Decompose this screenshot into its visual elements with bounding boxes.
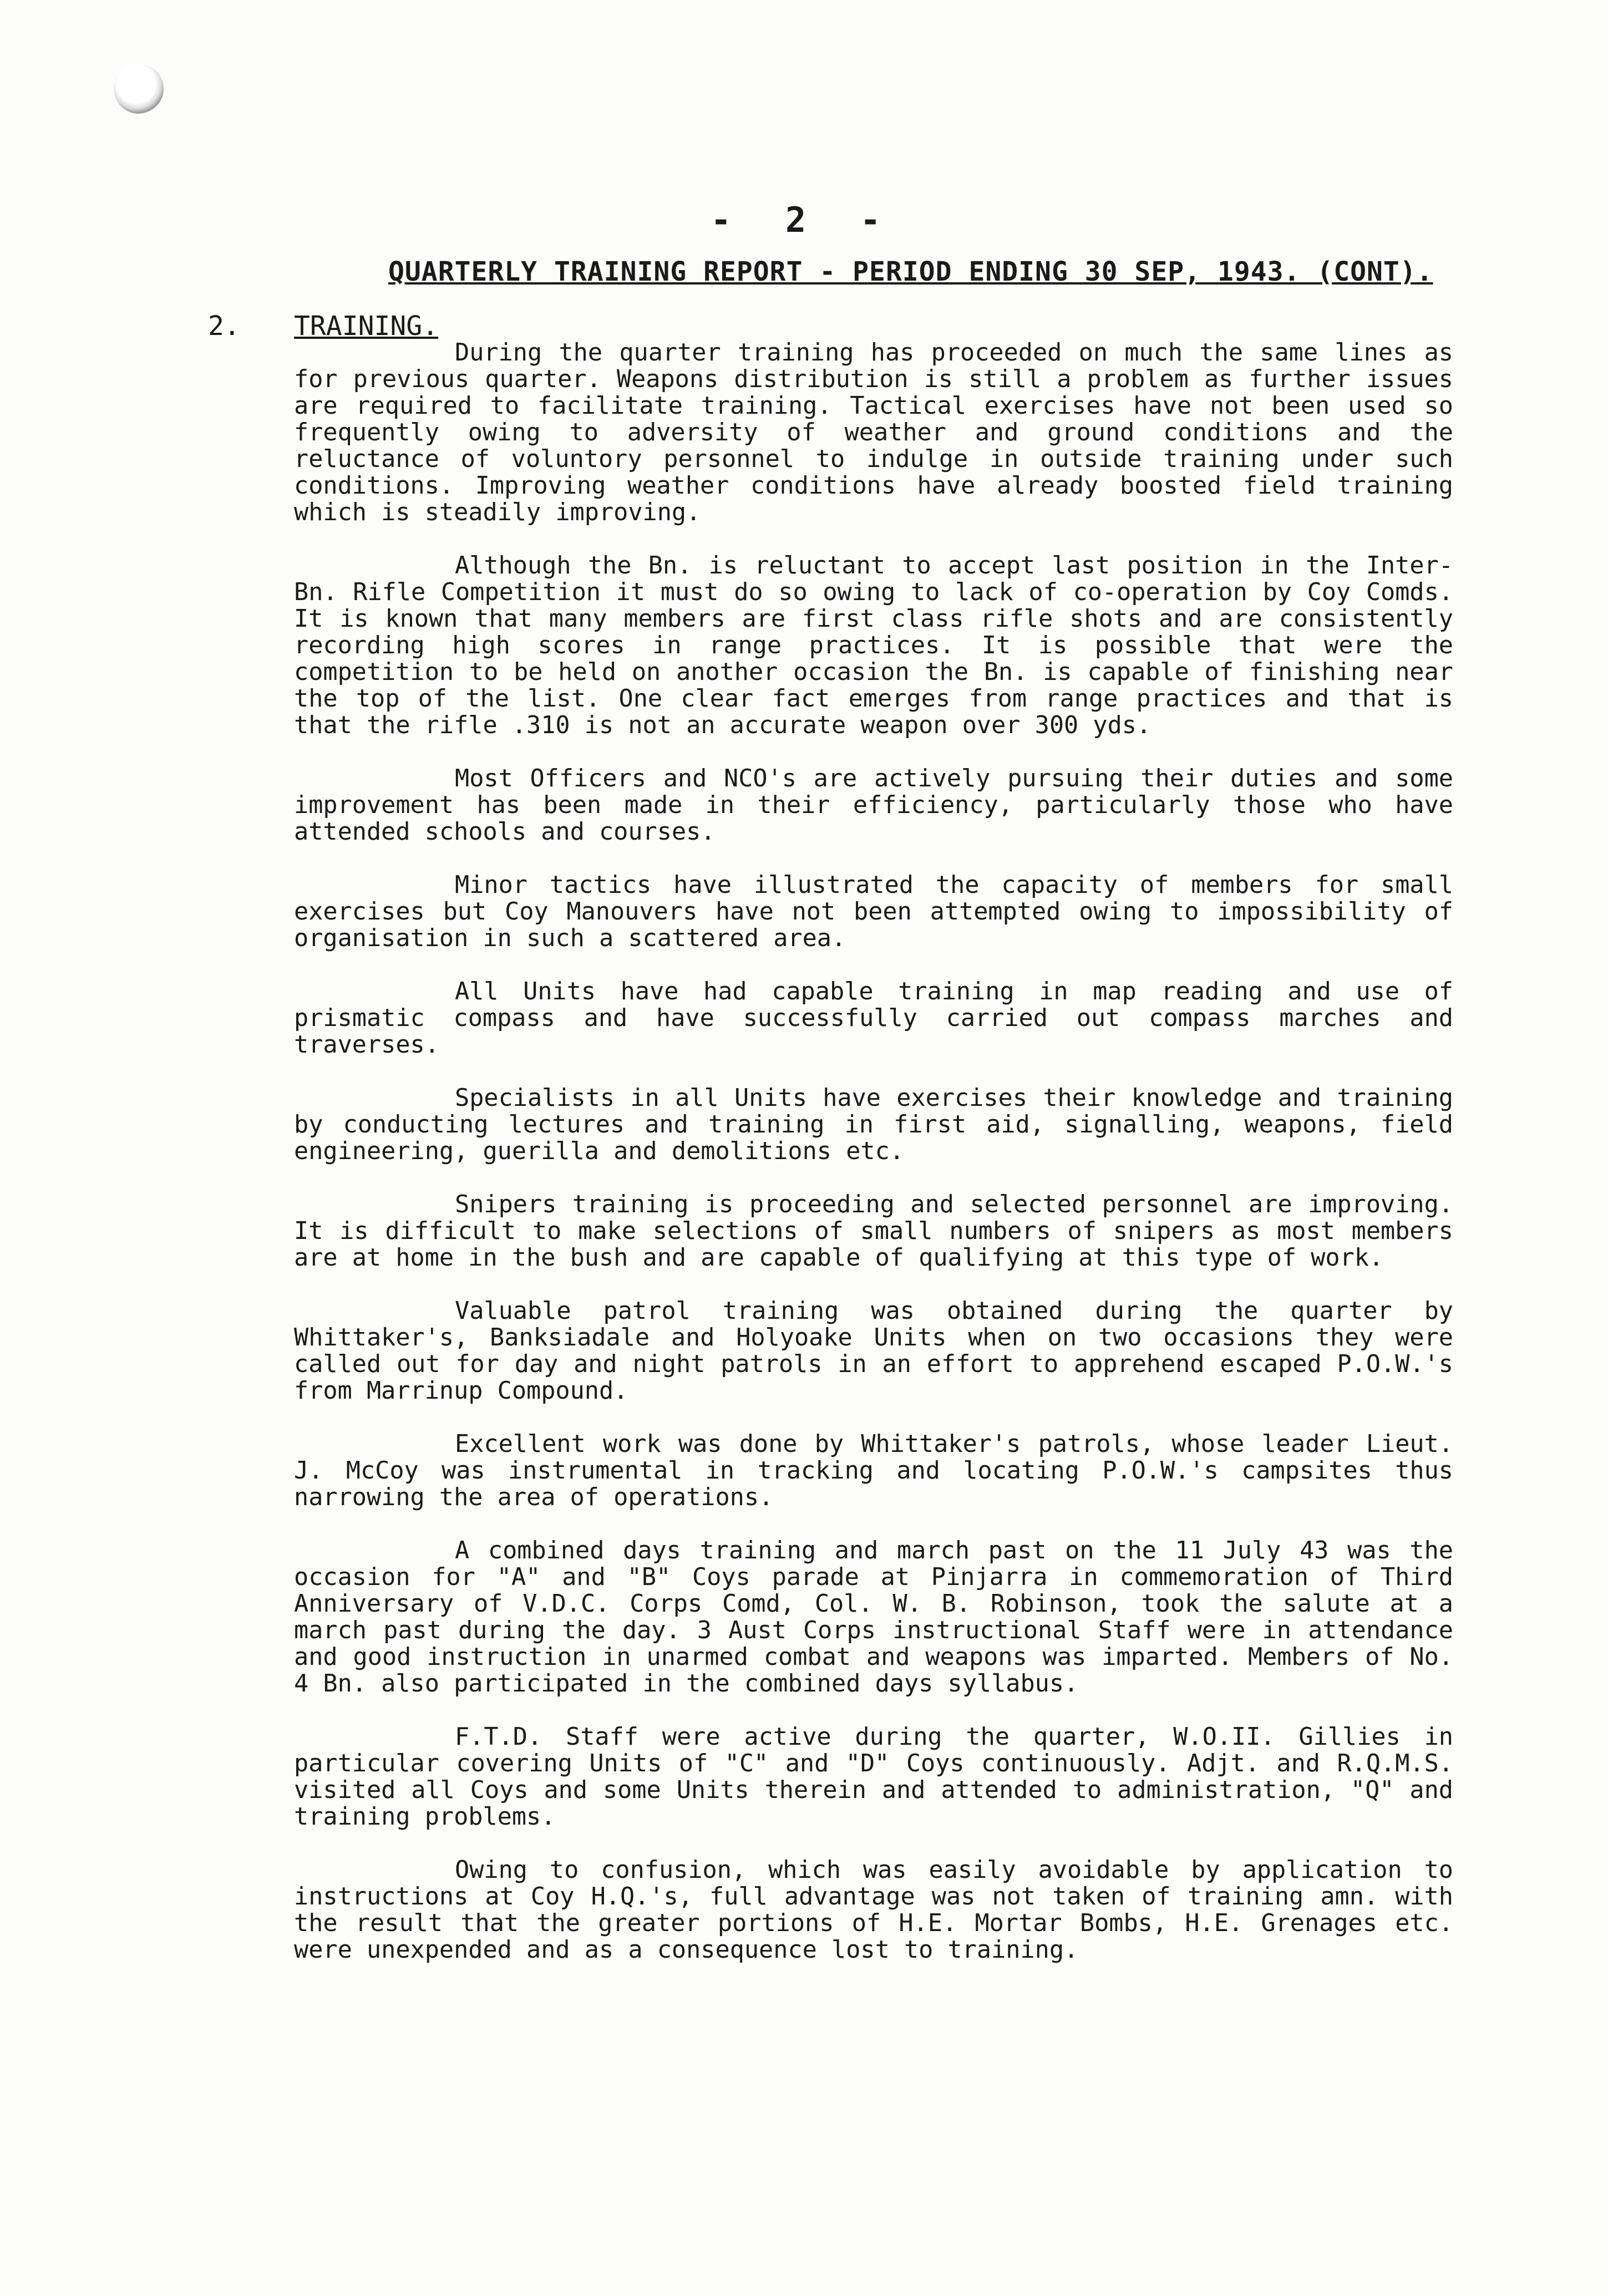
page-number: - 2 -: [711, 200, 897, 240]
paragraph-patrol-training: Valuable patrol training was obtained during the quarter by Whittaker's, Banksiadale and Holyoake Units when on two occasions they were called out for day and night patrols in an effort to apprehend escaped P.O.W.'s from Marrinup Compound.: [294, 1297, 1453, 1405]
paragraph-combined-training: A combined days training and march past on the 11 July 43 was the occasion for "A" and "B" Coys parade at Pinjarra in commemoration of Third Anniversary of V.D.C. Corps Comd, Col. W. B. Robinson, took the salute at a march past during the day. 3 Aust Corps instructional Staff were in attendance and good instruction in unarmed combat and weapons was imparted. Members of No. 4 Bn. also participated in the combined days syllabus.: [294, 1537, 1453, 1698]
paragraph-whittakers-patrols: Excellent work was done by Whittaker's patrols, whose leader Lieut. J. McCoy was instrumental in tracking and locating P.O.W.'s campsites thus narrowing the area of operations.: [294, 1430, 1453, 1511]
paragraph-specialists: Specialists in all Units have exercises their knowledge and training by conducting lectures and training in first aid, signalling, weapons, field engineering, guerilla and demolitions etc.: [294, 1084, 1453, 1165]
paragraph-ftd-staff: F.T.D. Staff were active during the quarter, W.O.II. Gillies in particular covering Units of "C" and "D" Coys continuously. Adjt. and R.Q.M.S. visited all Coys and some Units therein and attended to administration, "Q" and training problems.: [294, 1723, 1453, 1831]
punch-hole: [114, 64, 164, 114]
paragraph-ammunition: Owing to confusion, which was easily avoidable by application to instructions at Coy H.Q.'s, full advantage was not taken of training amn. with the result that the greater portions of H.E. Mortar Bombs, H.E. Grenages etc. were unexpended and as a consequence lost to training.: [294, 1856, 1453, 1964]
paragraph-map-reading: All Units have had capable training in map reading and use of prismatic compass and have successfully carried out compass marches and traverses.: [294, 978, 1453, 1059]
section-number: 2.: [208, 311, 240, 342]
paragraph-minor-tactics: Minor tactics have illustrated the capacity of members for small exercises but Coy Manouvers have not been attempted owing to impossibility of organisation in such a scattered area.: [294, 871, 1453, 952]
paragraph-rifle-competition: Although the Bn. is reluctant to accept last position in the Inter-Bn. Rifle Competition it must do so owing to lack of co-operation by Coy Comds. It is known that many members are first class rifle shots and are consistently recording high scores in range practices. It is possible that were the competition to be held on another occasion the Bn. is capable of finishing near the top of the list. One clear fact emerges from range practices and that is that the rifle .310 is not an accurate weapon over 300 yds.: [294, 552, 1453, 739]
section-heading: TRAINING.: [294, 311, 439, 342]
report-body: [294, 339, 1453, 1990]
paragraph-officers-nco: Most Officers and NCO's are actively pursuing their duties and some improvement has been made in their efficiency, particularly those who have attended schools and courses.: [294, 765, 1453, 846]
paragraph-general-training: During the quarter training has proceeded on much the same lines as for previous quarter. Weapons distribution is still a problem as further issues are required to facilitate training. Tactical exercises have not been used so frequently owing to adversity of weather and ground conditions and the reluctance of voluntory personnel to indulge in outside training under such conditions. Improving weather conditions have already boosted field training which is steadily improving.: [294, 339, 1453, 526]
report-title: QUARTERLY TRAINING REPORT - PERIOD ENDING 30 SEP, 1943. (CONT).: [388, 256, 1433, 287]
paragraph-snipers: Snipers training is proceeding and selected personnel are improving. It is difficult to make selections of small numbers of snipers as most members are at home in the bush and are capable of qualifying at this type of work.: [294, 1191, 1453, 1272]
